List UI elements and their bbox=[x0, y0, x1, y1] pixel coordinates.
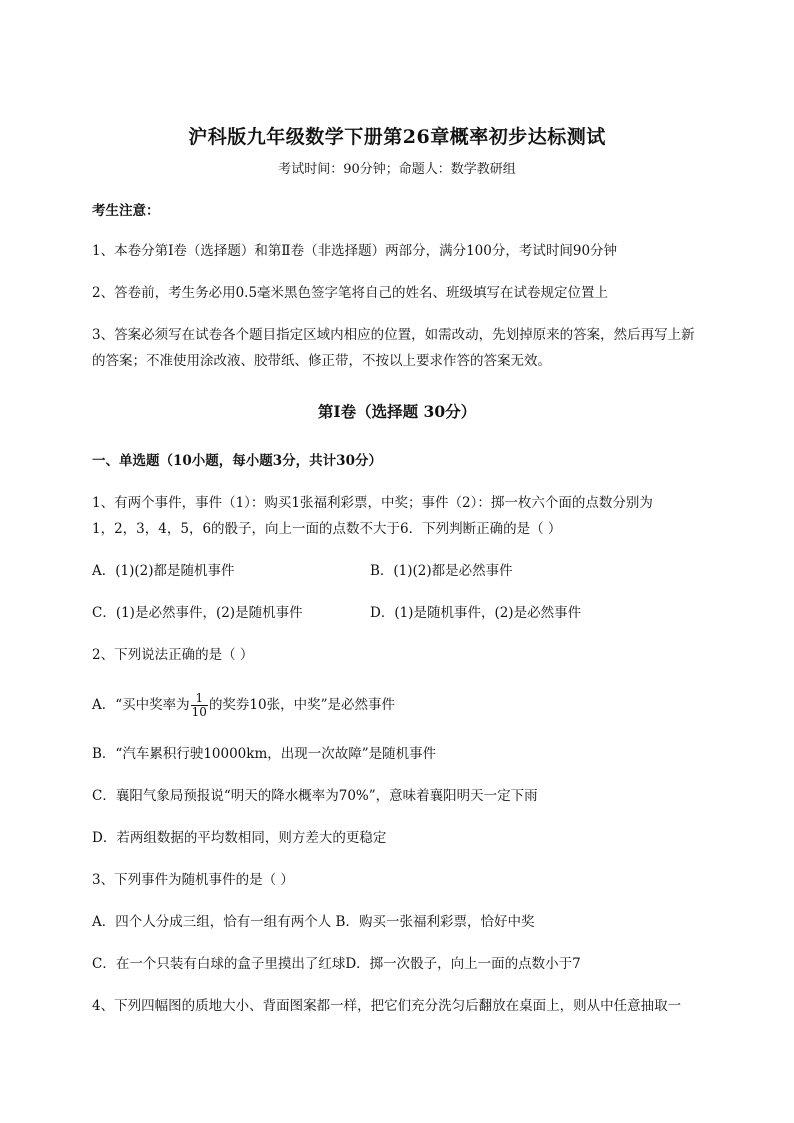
q2-option-a-prefix: A．“买中奖率为 bbox=[92, 697, 190, 713]
part-heading: 一、单选题（10小题，每小题3分，共计30分） bbox=[92, 453, 382, 469]
q2-option-d: D．若两组数据的平均数相同，则方差大的更稳定 bbox=[92, 830, 387, 846]
q1-option-c: C．(1)是必然事件，(2)是随机事件 bbox=[92, 605, 303, 621]
fraction-numerator: 1 bbox=[191, 692, 208, 706]
q2-option-a bbox=[92, 692, 395, 719]
q2-stem: 2、下列说法正确的是（ ） bbox=[92, 647, 254, 663]
notice-item-3: 3、答案必须写在试卷各个题目指定区域内相应的位置，如需改动，先划掉原来的答案，然后再写上新 bbox=[92, 327, 695, 343]
notice-item-1: 1、本卷分第I卷（选择题）和第Ⅱ卷（非选择题）两部分，满分100分，考试时间90分钟 bbox=[92, 243, 618, 259]
notice-heading: 考生注意： bbox=[92, 203, 160, 219]
q2-option-c: C．襄阳气象局预报说“明天的降水概率为70%”，意味着襄阳明天一定下雨 bbox=[92, 788, 538, 804]
q2-option-a-suffix: 的奖券10张，中奖”是必然事件 bbox=[208, 697, 396, 713]
q3-options-cd: C．在一个只装有白球的盒子里摸出了红球D．掷一次骰子，向上一面的点数小于7 bbox=[92, 956, 581, 972]
fraction-denominator: 10 bbox=[191, 705, 207, 719]
q1-stem-line1: 1、有两个事件，事件（1）：购买1张福利彩票，中奖；事件（2）：掷一枚六个面的点数分别为 bbox=[92, 495, 653, 511]
q1-option-d: D．(1)是随机事件，(2)是必然事件 bbox=[370, 605, 582, 621]
q3-options-ab: A．四个人分成三组，恰有一组有两个人 B．购买一张福利彩票，恰好中奖 bbox=[92, 914, 535, 930]
q4-stem-line1: 4、下列四幅图的质地大小、背面图案都一样，把它们充分洗匀后翻放在桌面上，则从中任意抽取一 bbox=[92, 998, 682, 1014]
q3-stem: 3、下列事件为随机事件的是（ ） bbox=[92, 872, 294, 888]
exam-title: 沪科版九年级数学下册第26章概率初步达标测试 bbox=[188, 126, 606, 148]
q1-option-b: B．(1)(2)都是必然事件 bbox=[370, 563, 513, 579]
fraction bbox=[191, 692, 208, 719]
q1-stem-line2: 1，2，3，4，5，6的骰子，向上一面的点数不大于6．下列判断正确的是（ ） bbox=[92, 521, 562, 537]
notice-item-3-cont: 的答案；不准使用涂改液、胶带纸、修正带，不按以上要求作答的答案无效。 bbox=[92, 353, 551, 369]
notice-item-2: 2、答卷前，考生务必用0.5毫米黑色签字笔将自己的姓名、班级填写在试卷规定位置上 bbox=[92, 285, 609, 301]
section-title: 第I卷（选择题 30分） bbox=[317, 402, 477, 421]
exam-subtitle: 考试时间：90分钟；命题人：数学教研组 bbox=[278, 162, 516, 177]
q2-option-b: B．“汽车累积行驶10000km，出现一次故障”是随机事件 bbox=[92, 746, 437, 762]
q1-option-a: A．(1)(2)都是随机事件 bbox=[92, 563, 235, 579]
